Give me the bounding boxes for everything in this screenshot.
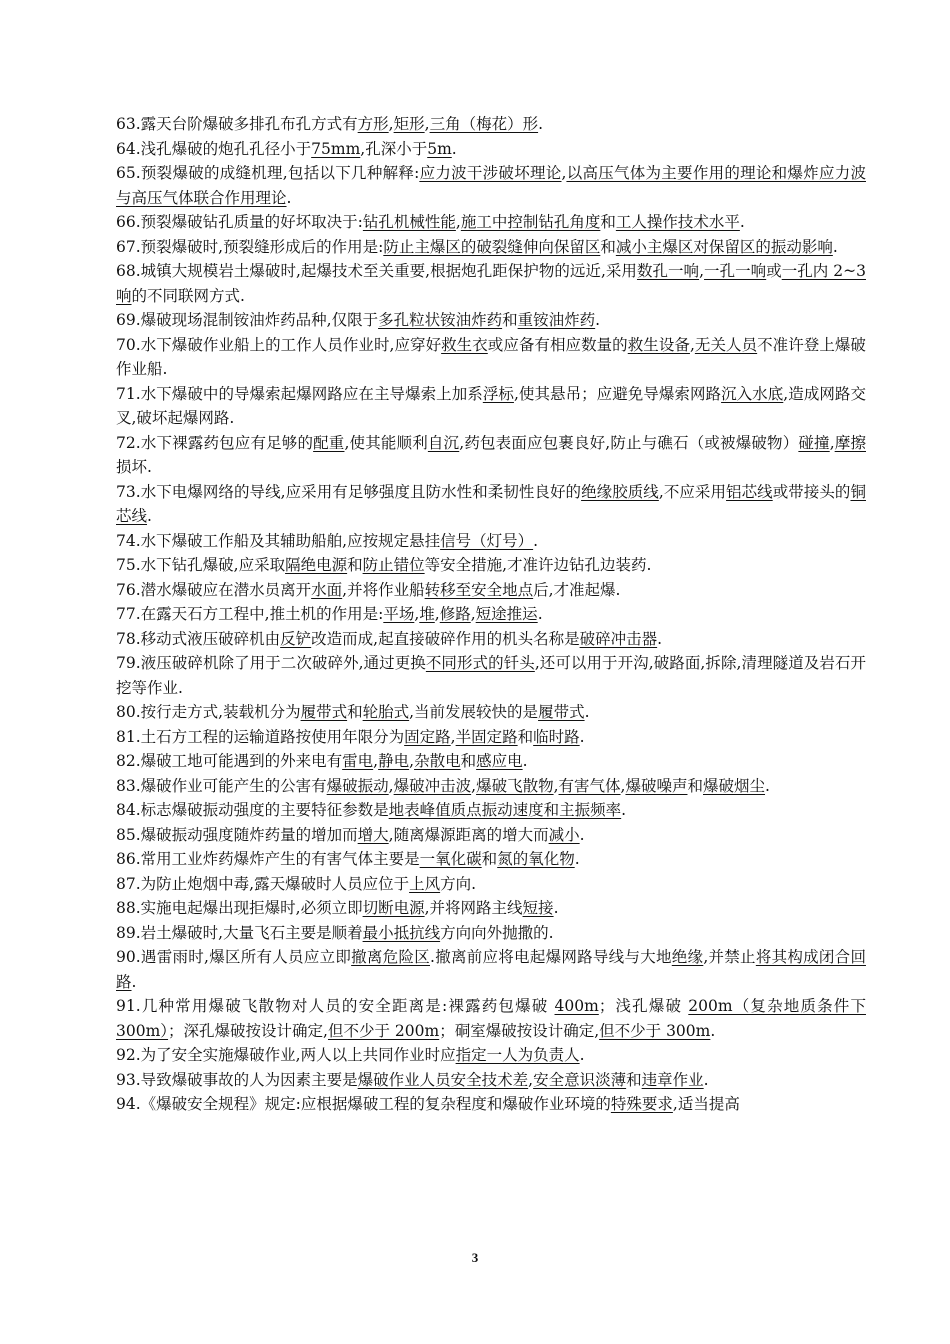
- question-text: ；硐室爆破按设计确定,: [439, 1021, 600, 1040]
- question-item: [116, 333, 866, 382]
- question-text: .: [595, 311, 601, 329]
- question-text: 和: [517, 727, 534, 746]
- answer-blank: 地表峰值质点振动速度和主振频率: [388, 801, 622, 819]
- question-text: ,: [561, 164, 567, 182]
- question-item: [116, 210, 866, 235]
- question-text: ,并将作业船: [342, 580, 425, 599]
- question-text: 90.遇雷雨时,爆区所有人员应立即: [116, 948, 352, 966]
- answer-blank: 救生衣: [441, 335, 488, 354]
- question-text: 83.爆破作业可能产生的公害有: [116, 776, 327, 795]
- answer-blank: 重铵油炸药: [517, 311, 596, 329]
- answer-blank: 防止错位: [362, 556, 425, 574]
- question-text: .: [621, 801, 627, 819]
- answer-blank: 隔绝电源: [285, 556, 348, 574]
- question-text: ,: [373, 752, 379, 770]
- answer-blank: 安全意识淡薄: [533, 1070, 627, 1089]
- answer-blank: 但不少于 300m: [599, 1021, 711, 1040]
- answer-blank: 最小抵抗线: [362, 923, 441, 942]
- question-text: 91.几种常用爆破飞散物对人员的安全距离是:裸露药包爆破: [116, 997, 555, 1015]
- answer-blank: 短途推运: [475, 605, 538, 623]
- question-text: ,随离爆源距离的增大而: [388, 825, 549, 844]
- question-item: [116, 896, 866, 921]
- question-text: 64.浅孔爆破的炮孔孔径小于: [116, 139, 312, 158]
- question-text: .: [765, 776, 770, 795]
- question-item: [116, 945, 866, 994]
- question-text: ,并禁止: [703, 948, 756, 966]
- answer-blank: 减小: [548, 825, 580, 844]
- question-text: 69.爆破现场混制铵油炸药品种,仅限于: [116, 311, 379, 329]
- question-text: .: [579, 825, 585, 844]
- question-text: ,: [699, 262, 705, 280]
- question-text: 89.岩土爆破时,大量飞石主要是顺着: [116, 923, 363, 942]
- question-text: 74.水下爆破工作船及其辅助船舶,应按规定悬挂: [116, 531, 441, 550]
- question-item: [116, 112, 866, 137]
- answer-blank: 爆破噪声: [625, 776, 688, 795]
- question-text: 的不同联网方式.: [131, 286, 245, 305]
- question-text: 不准许登上爆破作业船.: [116, 335, 866, 378]
- question-text: ,: [388, 776, 394, 795]
- question-text: ；深孔爆破按设计确定,: [168, 1021, 328, 1040]
- question-item: [116, 921, 866, 946]
- answer-blank: 沉入水底: [721, 384, 784, 403]
- question-text: ,: [620, 776, 626, 795]
- question-text: .: [538, 115, 544, 133]
- question-item: [116, 161, 866, 210]
- question-text: .撤离前应将电起爆网路导线与大地: [430, 948, 672, 966]
- question-item: [116, 823, 866, 848]
- question-item: [116, 602, 866, 627]
- question-text: ,: [553, 776, 559, 795]
- answer-blank: 碰撞: [798, 433, 830, 452]
- answer-blank: 修路: [439, 605, 471, 623]
- answer-blank: 信号（灯号）: [440, 531, 534, 550]
- answer-blank: 矩形: [393, 115, 425, 133]
- answer-blank: 以高压气体为主要作用的理论和爆炸应力波与高压气体联合作用理论: [116, 164, 866, 207]
- answer-blank: 不同形式的钎头: [425, 654, 535, 672]
- answer-blank: 救生设备: [627, 335, 690, 354]
- answer-blank: 一氧化碳: [419, 850, 482, 868]
- answer-blank: 静电: [378, 752, 410, 770]
- question-text: 78.移动式液压破碎机由: [116, 629, 281, 648]
- question-text: ,还可以用于开沟,破路面,拆除,清理隧道及岩石开挖等作业.: [116, 654, 866, 697]
- question-text: .: [286, 188, 292, 207]
- answer-blank: 切断电源: [362, 899, 425, 917]
- answer-blank: 一孔内 2~3 响: [116, 262, 866, 305]
- question-item: [116, 774, 866, 799]
- answer-blank: 钻孔机械性能: [362, 213, 456, 231]
- answer-blank: 但不少于 200m: [327, 1021, 440, 1040]
- question-text: ,: [455, 213, 461, 231]
- question-item: [116, 431, 866, 480]
- question-text: 82.爆破工地可能遇到的外来电有: [116, 752, 343, 770]
- question-text: 80.按行走方式,装载机分为: [116, 703, 301, 721]
- answer-blank: 配重: [313, 433, 345, 452]
- answer-blank: 有害气体: [558, 776, 621, 795]
- answer-blank: 固定路: [404, 727, 451, 746]
- question-text: ,: [424, 115, 430, 133]
- question-text: ,: [470, 605, 476, 623]
- question-text: 和: [626, 1070, 642, 1089]
- question-text: 75.水下钻孔爆破,应采取: [116, 556, 286, 574]
- question-text: 和: [460, 752, 477, 770]
- answer-blank: 杂散电: [414, 752, 461, 770]
- question-item: [116, 798, 866, 823]
- question-text: ,: [528, 1070, 534, 1089]
- question-item: [116, 553, 866, 578]
- page-number: 3: [471, 1250, 479, 1265]
- answer-blank: 400m: [554, 997, 599, 1015]
- question-text: 81.土石方工程的运输道路按使用年限分为: [116, 727, 405, 746]
- answer-blank: 铝芯线: [726, 482, 773, 501]
- question-item: [116, 700, 866, 725]
- question-text: .: [832, 237, 838, 256]
- question-text: 79.液压破碎机除了用于二次破碎外,通过更换: [116, 654, 426, 672]
- question-text: 和: [481, 850, 498, 868]
- answer-blank: 200m（复杂地质条件下 300m）: [116, 997, 866, 1040]
- answer-blank: 水面: [311, 580, 343, 599]
- question-text: .: [710, 1021, 716, 1040]
- answer-blank: 雷电: [342, 752, 374, 770]
- answer-blank: 氮的氧化物: [497, 850, 575, 868]
- question-text: 等安全措施,才准许边钻孔边装药.: [424, 556, 652, 574]
- question-item: [116, 725, 866, 750]
- question-text: .: [533, 531, 539, 550]
- question-text: 76.潜水爆破应在潜水员离开: [116, 580, 312, 599]
- answer-blank: 指定一人为负责人: [455, 1046, 580, 1064]
- question-text: 和: [347, 556, 363, 574]
- answer-blank: 减小主爆区对保留区的振动影响: [615, 237, 833, 256]
- question-text: ,不应采用: [658, 482, 727, 501]
- question-text: 67.预裂爆破时,预裂缝形成后的作用是:: [116, 237, 384, 256]
- answer-blank: 无关人员: [694, 335, 758, 354]
- question-text: 和: [347, 703, 363, 721]
- question-text: 94.《爆破安全规程》规定:应根据爆破工程的复杂程度和爆破作业环境的: [116, 1095, 611, 1113]
- question-text: ,: [388, 115, 394, 133]
- question-text: ,并将网路主线: [424, 899, 523, 917]
- question-item: [116, 259, 866, 308]
- question-text: 88.实施电起爆出现拒爆时,必须立即: [116, 899, 363, 917]
- answer-blank: 堆: [419, 605, 435, 623]
- document-body: [116, 112, 866, 1117]
- question-text: 损坏.: [116, 458, 152, 476]
- question-text: 70.水下爆破作业船上的工作人员作业时,应穿好: [116, 335, 442, 354]
- question-text: 71.水下爆破中的导爆索起爆网路应在主导爆索上加系: [116, 384, 483, 403]
- answer-blank: 爆破烟尘: [703, 776, 766, 795]
- question-text: 或: [766, 262, 782, 280]
- question-text: 87.为防止炮烟中毒,露天爆破时人员应位于: [116, 874, 410, 893]
- question-text: 73.水下电爆网络的导线,应采用有足够强度且防水性和柔韧性良好的: [116, 482, 582, 501]
- question-text: 93.导致爆破事故的人为因素主要是: [116, 1070, 358, 1089]
- question-text: 和: [687, 776, 703, 795]
- question-text: ；浅孔爆破: [598, 997, 689, 1015]
- question-text: .: [739, 213, 745, 231]
- question-text: ,: [414, 605, 420, 623]
- answer-blank: 应力波干涉破坏理论: [419, 164, 562, 182]
- question-item: [116, 529, 866, 554]
- answer-blank: 爆破飞散物: [476, 776, 554, 795]
- question-item: [116, 847, 866, 872]
- question-text: 65.预裂爆破的成缝机理,包括以下几种解释:: [116, 164, 420, 182]
- question-text: .: [522, 752, 528, 770]
- answer-blank: 防止主爆区的破裂缝伸向保留区: [383, 237, 601, 256]
- question-item: [116, 1068, 866, 1093]
- answer-blank: 转移至安全地点: [424, 580, 534, 599]
- question-item: [116, 1043, 866, 1068]
- question-text: 和: [502, 311, 518, 329]
- question-text: 和: [600, 237, 616, 256]
- answer-blank: 一孔一响: [704, 262, 767, 280]
- answer-blank: 浮标: [482, 384, 514, 403]
- question-text: .: [579, 1046, 585, 1064]
- question-text: ,: [689, 335, 695, 354]
- question-item: [116, 627, 866, 652]
- answer-blank: 绝缘: [671, 948, 704, 966]
- question-item: [116, 578, 866, 603]
- answer-blank: 工人操作技术水平: [615, 213, 740, 231]
- question-text: 85.爆破振动强度随炸药量的增加而: [116, 825, 358, 844]
- question-text: ,: [434, 605, 440, 623]
- question-text: ,当前发展较快的是: [409, 703, 539, 721]
- question-item: [116, 1092, 866, 1117]
- question-text: 63.露天台阶爆破多排孔布孔方式有: [116, 115, 358, 133]
- question-text: ,使其能顺利: [344, 433, 428, 452]
- answer-blank: 爆破作业人员安全技术差: [357, 1070, 529, 1089]
- question-item: [116, 480, 866, 529]
- answer-blank: 短接: [522, 899, 554, 917]
- question-item: [116, 872, 866, 897]
- answer-blank: 爆破振动: [326, 776, 389, 795]
- question-text: 或带接头的: [772, 482, 851, 501]
- question-text: 77.在露天石方工程中,推土机的作用是:: [116, 605, 384, 623]
- answer-blank: 5m: [427, 139, 452, 158]
- answer-blank: 破碎冲击器: [579, 629, 658, 648]
- answer-blank: 数孔一响: [636, 262, 700, 280]
- answer-blank: 临时路: [533, 727, 580, 746]
- question-text: 92.为了安全实施爆破作业,两人以上共同作业时应: [116, 1046, 456, 1064]
- answer-blank: 75mm: [311, 139, 361, 158]
- question-text: .: [451, 139, 457, 158]
- question-item: [116, 235, 866, 260]
- question-item: [116, 749, 866, 774]
- answer-blank: 半固定路: [455, 727, 518, 746]
- answer-blank: 绝缘胶质线: [581, 482, 659, 501]
- question-text: 后,才准起爆.: [533, 580, 621, 599]
- question-text: ,药包表面应包裹良好,防止与礁石（或被爆破物）: [459, 433, 799, 452]
- question-text: .: [553, 899, 559, 917]
- question-text: .: [703, 1070, 709, 1089]
- question-text: 72.水下裸露药包应有足够的: [116, 433, 314, 452]
- question-text: ,孔深小于: [360, 139, 428, 158]
- answer-blank: 多孔粒状铵油炸药: [378, 311, 503, 329]
- answer-blank: 自沉: [427, 433, 460, 452]
- answer-blank: 违章作业: [641, 1070, 704, 1089]
- answer-blank: 爆破冲击波: [393, 776, 472, 795]
- answer-blank: 感应电: [476, 752, 523, 770]
- answer-blank: 履带式: [538, 703, 585, 721]
- answer-blank: 撤离危险区: [351, 948, 430, 966]
- question-text: .: [657, 629, 663, 648]
- question-text: ,适当提高: [672, 1095, 740, 1113]
- question-text: 或应备有相应数量的: [487, 335, 628, 354]
- question-item: [116, 994, 866, 1043]
- answer-blank: 增大: [357, 825, 389, 844]
- answer-blank: 反铲: [280, 629, 312, 648]
- answer-blank: 三角（梅花）形: [429, 115, 539, 133]
- answer-blank: 摩擦: [834, 433, 866, 452]
- question-text: ,: [829, 433, 835, 452]
- question-text: ,: [450, 727, 456, 746]
- question-text: .: [584, 703, 590, 721]
- question-text: .: [579, 727, 585, 746]
- question-text: 方向向外抛撒的.: [440, 923, 554, 942]
- answer-blank: 铜芯线: [116, 482, 866, 525]
- question-text: ,造成网路交叉,破坏起爆网路.: [116, 384, 866, 427]
- question-text: ,: [409, 752, 415, 770]
- question-text: 86.常用工业炸药爆炸产生的有害气体主要是: [116, 850, 420, 868]
- question-text: .: [537, 605, 543, 623]
- answer-blank: 平场: [383, 605, 415, 623]
- question-text: 84.标志爆破振动强度的主要特征参数是: [116, 801, 389, 819]
- question-text: ,: [471, 776, 477, 795]
- answer-blank: 方形: [357, 115, 389, 133]
- answer-blank: 履带式: [300, 703, 348, 721]
- question-text: ,使其悬吊；应避免导爆索网路: [513, 384, 722, 403]
- question-item: [116, 137, 866, 162]
- answer-blank: 上风: [409, 874, 441, 893]
- question-text: 68.城镇大规模岩土爆破时,起爆技术至关重要,根据炮孔距保护物的远近,采用: [116, 262, 637, 280]
- question-text: .: [131, 972, 137, 991]
- answer-blank: 施工中控制钻孔角度: [460, 213, 601, 231]
- answer-blank: 轮胎式: [362, 703, 410, 721]
- question-text: .: [147, 507, 152, 525]
- question-item: [116, 382, 866, 431]
- question-item: [116, 308, 866, 333]
- question-text: 66.预裂爆破钻孔质量的好坏取决于:: [116, 213, 363, 231]
- question-text: 方向.: [440, 874, 477, 893]
- answer-blank: 特殊要求: [610, 1095, 673, 1113]
- question-text: .: [574, 850, 580, 868]
- question-item: [116, 651, 866, 700]
- question-text: 和: [600, 213, 616, 231]
- question-text: 改造而成,起直接破碎作用的机头名称是: [311, 629, 580, 648]
- answer-blank: 将其构成闭合回路: [116, 948, 866, 991]
